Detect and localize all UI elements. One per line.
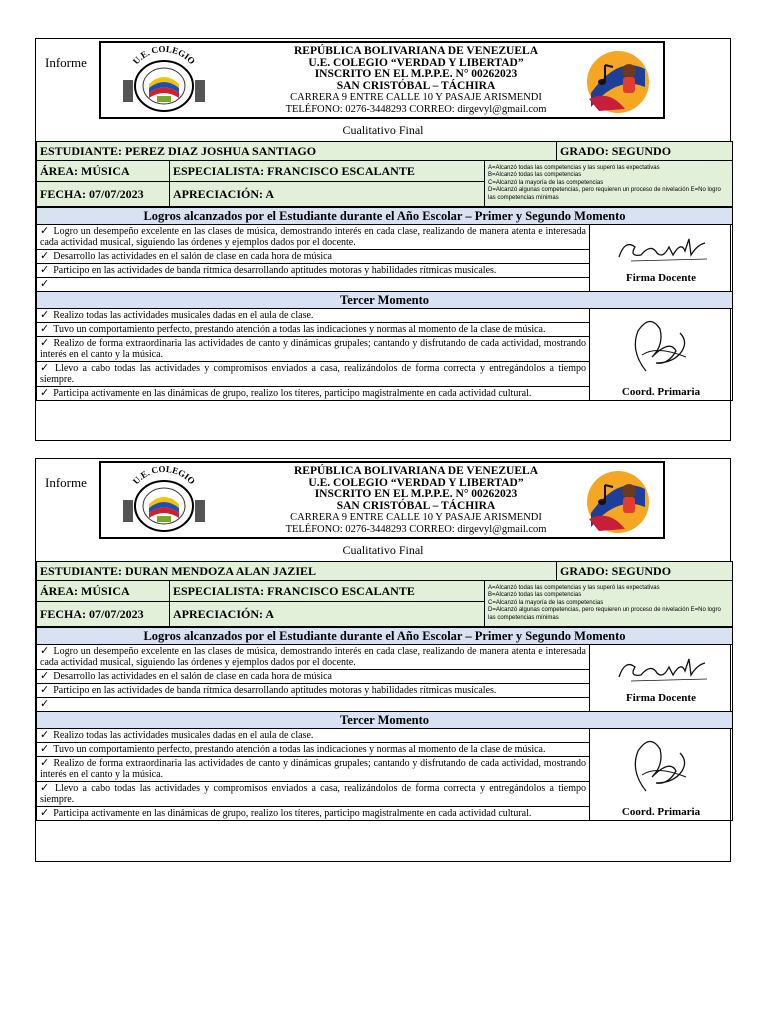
- list-item: [37, 698, 590, 712]
- signature-icon: [611, 653, 711, 687]
- legend-b: B=Alcanzó todas las competencias: [488, 592, 582, 599]
- list-item: ✓ Realizo de forma extraordinaria las actividades de canto y dinámicas grupales; cantando y disfrutando de cada actividad, mostrando interés en el canto y la música.: [37, 337, 590, 362]
- school-heading: [241, 46, 591, 115]
- teacher-signature-label: Firma Docente: [626, 271, 696, 284]
- heading-line-4: SAN CRISTÓBAL – TÁCHIRA: [336, 79, 496, 92]
- grading-legend: [485, 161, 733, 207]
- check-icon: ✓: [40, 670, 50, 682]
- section-title-2: Tercer Momento: [37, 712, 733, 729]
- heading-line-2: U.E. COLEGIO “VERDAD Y LIBERTAD”: [308, 476, 524, 489]
- coordinator-signature-label: Coord. Primaria: [621, 806, 701, 818]
- coordinator-signature-label: Coord. Primaria: [621, 386, 701, 398]
- list-item: [37, 278, 590, 292]
- check-icon: ✓: [40, 264, 50, 276]
- svg-text:U.E. COLEGIO: U.E. COLEGIO: [130, 46, 198, 67]
- heading-line-6: TELÉFONO: 0276-3448293 CORREO: dirgevyl@gmail.com: [285, 523, 547, 535]
- report-header: [36, 39, 730, 121]
- heading-line-2: U.E. COLEGIO “VERDAD Y LIBERTAD”: [308, 56, 524, 69]
- date: FECHA: 07/07/2023: [37, 182, 170, 207]
- list-item: ✓ Realizo de forma extraordinaria las actividades de canto y dinámicas grupales; cantando y disfrutando de cada actividad, mostrando interés en el canto y la música.: [37, 757, 590, 782]
- heading-line-4: SAN CRISTÓBAL – TÁCHIRA: [336, 499, 496, 512]
- heading-line-6: TELÉFONO: 0276-3448293 CORREO: dirgevyl@gmail.com: [285, 103, 547, 115]
- list-item: ✓ Llevo a cabo todas las actividades y compromisos enviados a casa, realizándolos de forma correcta y entregándolos a tiempo siempre.: [37, 362, 590, 387]
- student-name: ESTUDIANTE: PEREZ DIAZ JOSHUA SANTIAGO: [37, 142, 557, 161]
- check-icon: ✓: [40, 250, 50, 262]
- check-icon: ✓: [40, 757, 50, 769]
- check-icon: ✓: [40, 387, 50, 399]
- list-item: ✓ Realizo todas las actividades musicales dadas en el aula de clase.: [37, 729, 590, 743]
- list-item: ✓ Participa activamente en las dinámicas de grupo, realizo los títeres, participo magistralmente en cada actividad cultural.: [37, 807, 590, 821]
- date: FECHA: 07/07/2023: [37, 602, 170, 627]
- list-item: ✓ Participo en las actividades de banda rítmica desarrollando aptitudes motoras y habilidades rítmicas musicales.: [37, 264, 590, 278]
- report-subtitle: Cualitativo Final: [342, 123, 424, 137]
- check-icon: ✓: [40, 337, 50, 349]
- grading-legend: [485, 581, 733, 627]
- informe-label: Informe: [45, 475, 87, 490]
- school-seal-icon: [119, 466, 209, 536]
- info-table: [36, 561, 733, 627]
- achievements-table: [36, 627, 733, 821]
- report-card: [35, 458, 731, 862]
- list-item: ✓ Logro un desempeño excelente en las clases de música, demostrando interés en cada clase, realizando de manera atenta e interesada cada actividad musical, siguiendo las órdenes y ejemplos dados por el docente.: [37, 225, 590, 250]
- school-banner: [99, 41, 665, 119]
- check-icon: ✓: [40, 698, 50, 710]
- section-title-1: Logros alcanzados por el Estudiante durante el Año Escolar – Primer y Segundo Momento: [37, 208, 733, 225]
- achievements-table: [36, 207, 733, 401]
- coordinator-signature: [590, 729, 733, 821]
- specialist: ESPECIALISTA: FRANCISCO ESCALANTE: [170, 581, 485, 602]
- check-icon: ✓: [40, 645, 50, 657]
- heading-line-5: CARRERA 9 ENTRE CALLE 10 Y PASAJE ARISMENDI: [290, 92, 542, 103]
- signature-icon: [616, 731, 706, 801]
- heading-line-3: INSCRITO EN EL M.P.P.E. N° 00262023: [314, 68, 518, 80]
- check-icon: ✓: [40, 309, 50, 321]
- section-title-1: Logros alcanzados por el Estudiante durante el Año Escolar – Primer y Segundo Momento: [37, 628, 733, 645]
- check-icon: ✓: [40, 323, 50, 335]
- heading-line-5: CARRERA 9 ENTRE CALLE 10 Y PASAJE ARISMENDI: [290, 512, 542, 523]
- check-icon: ✓: [40, 729, 50, 741]
- info-table: [36, 141, 733, 207]
- svg-text:U.E. COLEGIO: U.E. COLEGIO: [130, 466, 198, 487]
- music-logo-icon: [579, 49, 657, 115]
- check-icon: ✓: [40, 362, 51, 374]
- teacher-signature-label: Firma Docente: [626, 691, 696, 704]
- list-item: ✓ Participa activamente en las dinámicas de grupo, realizo los títeres, participo magistralmente en cada actividad cultural.: [37, 387, 590, 401]
- teacher-signature: [590, 225, 733, 292]
- list-item: ✓ Tuvo un comportamiento perfecto, prestando atención a todas las indicaciones y normas al momento de la clase de música.: [37, 323, 590, 337]
- heading-line-3: INSCRITO EN EL M.P.P.E. N° 00262023: [314, 488, 518, 500]
- legend-a: A=Alcanzó todas las competencias y las superó las expectativas: [488, 164, 660, 171]
- legend-d: D=Alcanzó algunas competencias, pero requieren un proceso de nivelación E=No logro las competencias mínimas: [488, 607, 721, 621]
- specialist: ESPECIALISTA: FRANCISCO ESCALANTE: [170, 161, 485, 182]
- school-banner: [99, 461, 665, 539]
- report-subtitle: Cualitativo Final: [342, 543, 424, 557]
- legend-c: C=Alcanzó la mayoría de las competencias: [488, 179, 604, 186]
- report-header: [36, 459, 730, 541]
- legend-b: B=Alcanzó todas las competencias: [488, 172, 582, 179]
- signature-icon: [611, 233, 711, 267]
- list-item: ✓ Desarrollo las actividades en el salón de clase en cada hora de música: [37, 670, 590, 684]
- student-name: ESTUDIANTE: DURAN MENDOZA ALAN JAZIEL: [37, 562, 557, 581]
- informe-label: Informe: [45, 55, 87, 70]
- signature-icon: [616, 311, 706, 381]
- section-title-2: Tercer Momento: [37, 292, 733, 309]
- area: ÁREA: MÚSICA: [37, 161, 170, 182]
- list-item: ✓ Participo en las actividades de banda rítmica desarrollando aptitudes motoras y habilidades rítmicas musicales.: [37, 684, 590, 698]
- teacher-signature: [590, 645, 733, 712]
- area: ÁREA: MÚSICA: [37, 581, 170, 602]
- legend-d: D=Alcanzó algunas competencias, pero requieren un proceso de nivelación E=No logro las competencias mínimas: [488, 187, 721, 201]
- list-item: ✓ Llevo a cabo todas las actividades y compromisos enviados a casa, realizándolos de forma correcta y entregándolos a tiempo siempre.: [37, 782, 590, 807]
- list-item: ✓ Logro un desempeño excelente en las clases de música, demostrando interés en cada clase, realizando de manera atenta e interesada cada actividad musical, siguiendo las órdenes y ejemplos dados por el docente.: [37, 645, 590, 670]
- check-icon: ✓: [40, 684, 50, 696]
- list-item: ✓ Tuvo un comportamiento perfecto, prestando atención a todas las indicaciones y normas al momento de la clase de música.: [37, 743, 590, 757]
- check-icon: ✓: [40, 225, 50, 237]
- legend-a: A=Alcanzó todas las competencias y las superó las expectativas: [488, 584, 660, 591]
- heading-line-1: REPÚBLICA BOLIVARIANA DE VENEZUELA: [293, 45, 538, 57]
- list-item: ✓ Realizo todas las actividades musicales dadas en el aula de clase.: [37, 309, 590, 323]
- school-heading: [241, 466, 591, 535]
- report-card: [35, 38, 731, 441]
- check-icon: ✓: [40, 782, 51, 794]
- appreciation: APRECIACIÓN: A: [170, 602, 485, 627]
- grade: GRADO: SEGUNDO: [557, 562, 733, 581]
- appreciation: APRECIACIÓN: A: [170, 182, 485, 207]
- heading-line-1: REPÚBLICA BOLIVARIANA DE VENEZUELA: [293, 465, 538, 477]
- check-icon: ✓: [40, 743, 50, 755]
- check-icon: ✓: [40, 278, 50, 290]
- list-item: ✓ Desarrollo las actividades en el salón de clase en cada hora de música: [37, 250, 590, 264]
- coordinator-signature: [590, 309, 733, 401]
- legend-c: C=Alcanzó la mayoría de las competencias: [488, 599, 604, 606]
- school-seal-icon: [119, 46, 209, 116]
- grade: GRADO: SEGUNDO: [557, 142, 733, 161]
- check-icon: ✓: [40, 807, 50, 819]
- music-logo-icon: [579, 469, 657, 535]
